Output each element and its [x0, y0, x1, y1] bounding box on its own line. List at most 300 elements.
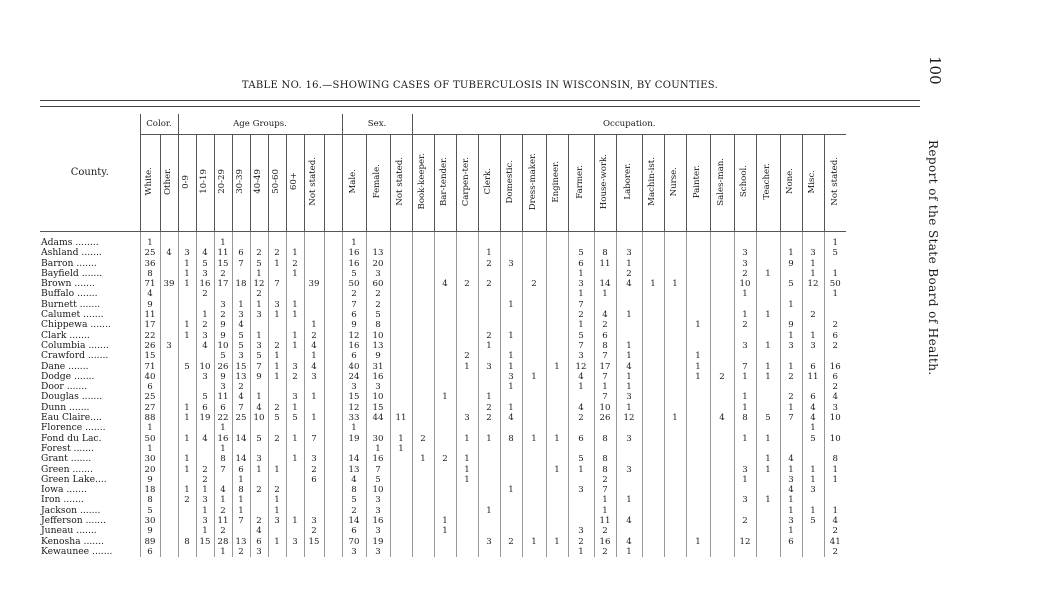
table-cell: 3 — [734, 259, 756, 269]
table-cell: 1 — [664, 279, 686, 289]
table-cell: 1 — [594, 382, 616, 392]
table-cell — [734, 485, 756, 495]
table-cell: 1 — [594, 506, 616, 516]
table-cell — [500, 506, 522, 516]
table-cell: 6 — [342, 351, 366, 361]
table-cell: 11 — [390, 413, 412, 423]
table-cell: 2 — [268, 403, 286, 413]
table-cell — [710, 423, 734, 433]
table-cell — [780, 434, 802, 444]
table-cell — [478, 382, 500, 392]
table-cell — [456, 547, 478, 557]
table-cell: 2 — [304, 331, 324, 341]
table-cell: 1 — [286, 403, 304, 413]
table-cell — [756, 382, 780, 392]
table-cell — [686, 434, 710, 444]
table-cell — [196, 351, 214, 361]
column-header — [160, 135, 178, 232]
table-cell: 8 — [140, 269, 160, 279]
table-cell: 1 — [594, 289, 616, 299]
table-cell: 9 — [342, 320, 366, 330]
table-cell: 2 — [178, 495, 196, 505]
table-cell — [546, 320, 568, 330]
table-cell: 11 — [214, 392, 232, 402]
table-cell — [412, 423, 434, 433]
table-cell — [664, 537, 686, 547]
table-cell: 2 — [286, 259, 304, 269]
table-cell — [196, 423, 214, 433]
table-cell: 7 — [780, 413, 802, 423]
table-cell: 1 — [268, 495, 286, 505]
table-cell — [664, 495, 686, 505]
column-header-label: Carpen-ter. — [461, 156, 472, 207]
table-cell — [304, 506, 324, 516]
table-row — [40, 485, 846, 495]
table-cell — [734, 506, 756, 516]
table-cell — [522, 526, 546, 536]
column-header — [178, 135, 196, 232]
table-cell — [390, 516, 412, 526]
table-cell — [710, 382, 734, 392]
table-cell: 7 — [232, 516, 250, 526]
table-cell — [710, 454, 734, 464]
column-header-label: Clerk. — [483, 168, 494, 195]
table-cell — [642, 341, 664, 351]
table-cell: 4 — [568, 403, 594, 413]
table-row — [40, 454, 846, 464]
table-cell — [642, 434, 664, 444]
table-cell — [456, 320, 478, 330]
table-cell — [686, 331, 710, 341]
table-cell: 1 — [522, 372, 546, 382]
table-cell: 8 — [342, 485, 366, 495]
column-header-label: 40-49 — [253, 169, 264, 194]
table-cell — [232, 289, 250, 299]
table-cell: 8 — [594, 465, 616, 475]
table-cell — [390, 351, 412, 361]
table-cell — [686, 526, 710, 536]
table-cell — [756, 279, 780, 289]
table-cell — [412, 248, 434, 258]
table-cell — [412, 516, 434, 526]
table-cell: 1 — [756, 434, 780, 444]
table-cell — [756, 506, 780, 516]
table-cell — [160, 465, 178, 475]
table-row — [40, 300, 846, 310]
table-cell: 1 — [178, 279, 196, 289]
table-cell: 3 — [616, 248, 642, 258]
table-cell: 1 — [756, 310, 780, 320]
table-cell — [616, 232, 642, 249]
table-cell: 4 — [232, 320, 250, 330]
column-header-label: School. — [739, 165, 750, 198]
column-header-label: 60+ — [289, 172, 300, 191]
table-cell — [546, 382, 568, 392]
table-cell: 1 — [546, 537, 568, 547]
table-cell — [500, 320, 522, 330]
table-cell — [434, 413, 456, 423]
table-cell: 4 — [214, 485, 232, 495]
table-cell — [412, 495, 434, 505]
table-row — [40, 516, 846, 526]
table-cell: 1 — [232, 475, 250, 485]
column-header-label: Painter. — [692, 164, 703, 199]
table-cell — [178, 392, 196, 402]
column-header-label: Other. — [163, 167, 174, 195]
table-cell — [390, 259, 412, 269]
table-cell: 1 — [456, 362, 478, 372]
table-cell — [824, 300, 846, 310]
table-cell — [802, 454, 824, 464]
table-cell: 1 — [390, 444, 412, 454]
table-cell — [616, 289, 642, 299]
table-cell: 10 — [824, 413, 846, 423]
table-cell: 1 — [546, 362, 568, 372]
table-cell — [412, 310, 434, 320]
table-cell — [594, 269, 616, 279]
table-cell — [780, 547, 802, 557]
table-cell: 15 — [342, 392, 366, 402]
table-cell: 40 — [342, 362, 366, 372]
table-cell: 1 — [756, 269, 780, 279]
table-cell: 4 — [342, 475, 366, 485]
table-cell: 1 — [568, 465, 594, 475]
table-cell — [456, 310, 478, 320]
table-cell: 1 — [366, 444, 390, 454]
table-cell: 2 — [478, 413, 500, 423]
table-cell: 2 — [342, 506, 366, 516]
table-cell — [478, 454, 500, 464]
table-cell: 1 — [434, 526, 456, 536]
table-cell: 6 — [196, 403, 214, 413]
table-cell: 9 — [140, 526, 160, 536]
table-cell: 2 — [594, 475, 616, 485]
table-cell: 3 — [286, 392, 304, 402]
table-cell — [734, 423, 756, 433]
column-header — [522, 135, 546, 232]
table-cell: 3 — [616, 465, 642, 475]
table-cell: 5 — [286, 413, 304, 423]
table-cell — [304, 289, 324, 299]
table-cell: 6 — [232, 465, 250, 475]
table-cell: 1 — [780, 403, 802, 413]
table-cell — [412, 506, 434, 516]
table-cell: 1 — [500, 403, 522, 413]
table-cell — [756, 331, 780, 341]
column-header-label: Sales-man. — [716, 157, 727, 206]
table-cell — [456, 444, 478, 454]
column-header — [546, 135, 568, 232]
table-cell — [546, 300, 568, 310]
table-cell — [616, 506, 642, 516]
table-cell: 4 — [250, 526, 268, 536]
table-cell: 16 — [366, 516, 390, 526]
table-cell — [286, 506, 304, 516]
table-cell — [734, 444, 756, 454]
table-cell — [324, 526, 342, 536]
table-cell — [324, 372, 342, 382]
table-cell: 7 — [304, 434, 324, 444]
table-cell — [456, 516, 478, 526]
table-cell: 13 — [232, 537, 250, 547]
table-cell: 15 — [304, 537, 324, 547]
table-cell: 16 — [196, 279, 214, 289]
table-cell — [178, 516, 196, 526]
table-cell: 2 — [710, 372, 734, 382]
table-cell — [412, 465, 434, 475]
table-cell: 1 — [456, 475, 478, 485]
table-cell — [756, 423, 780, 433]
table-cell — [642, 526, 664, 536]
table-cell: 2 — [434, 454, 456, 464]
table-title: TABLE NO. 16.—SHOWING CASES OF TUBERCULOSIS IN WISCONSIN, BY COUNTIES. — [241, 80, 719, 91]
page-number: 100 — [926, 56, 944, 85]
table-cell — [434, 269, 456, 279]
table-cell: 10 — [214, 341, 232, 351]
table-cell: 1 — [286, 300, 304, 310]
table-cell: 3 — [616, 392, 642, 402]
table-cell — [412, 485, 434, 495]
table-cell — [756, 351, 780, 361]
table-cell — [546, 413, 568, 423]
table-cell: 2 — [616, 269, 642, 279]
column-header — [232, 135, 250, 232]
table-cell — [390, 372, 412, 382]
table-cell — [456, 485, 478, 495]
table-cell — [304, 423, 324, 433]
table-cell — [324, 403, 342, 413]
table-cell: 88 — [140, 413, 160, 423]
table-cell: 4 — [824, 392, 846, 402]
table-cell: 9 — [214, 372, 232, 382]
table-cell: 1 — [756, 362, 780, 372]
table-cell — [802, 526, 824, 536]
table-cell: 13 — [366, 341, 390, 351]
table-cell — [434, 320, 456, 330]
table-cell: 4 — [802, 403, 824, 413]
table-cell: 3 — [366, 526, 390, 536]
table-cell: 2 — [232, 547, 250, 557]
table-cell — [196, 547, 214, 557]
table-cell: 2 — [824, 320, 846, 330]
table-cell: 3 — [250, 454, 268, 464]
table-cell — [546, 269, 568, 279]
table-cell — [780, 382, 802, 392]
table-cell: 7 — [594, 351, 616, 361]
table-cell — [268, 331, 286, 341]
table-cell: 2 — [478, 403, 500, 413]
column-header — [500, 135, 522, 232]
table-row — [40, 382, 846, 392]
table-cell: 1 — [456, 434, 478, 444]
county-name: Buffalo ....... — [41, 289, 98, 300]
table-cell — [412, 259, 434, 269]
table-cell: 2 — [568, 310, 594, 320]
column-header-label: Farmer. — [575, 164, 586, 199]
column-header-label: Bar-tender. — [439, 156, 450, 206]
table-cell: 3 — [802, 485, 824, 495]
table-cell — [664, 300, 686, 310]
table-cell: 1 — [232, 506, 250, 516]
table-cell — [456, 300, 478, 310]
table-cell — [304, 310, 324, 320]
table-cell — [546, 310, 568, 320]
table-cell: 5 — [250, 434, 268, 444]
table-cell: 8 — [594, 434, 616, 444]
table-cell — [710, 362, 734, 372]
table-cell — [390, 279, 412, 289]
table-cell — [686, 454, 710, 464]
table-cell: 7 — [734, 362, 756, 372]
table-cell — [664, 454, 686, 464]
table-cell — [710, 516, 734, 526]
table-cell: 3 — [478, 362, 500, 372]
table-cell: 2 — [594, 547, 616, 557]
table-cell: 2 — [734, 320, 756, 330]
table-cell: 5 — [802, 434, 824, 444]
table-cell — [642, 537, 664, 547]
table-cell — [390, 506, 412, 516]
table-cell: 5 — [214, 351, 232, 361]
table-cell — [522, 516, 546, 526]
table-cell: 11 — [594, 516, 616, 526]
county-name: Crawford ....... — [41, 351, 109, 362]
table-row — [40, 269, 846, 279]
table-cell: 4 — [616, 516, 642, 526]
group-header: Sex. — [342, 114, 412, 135]
table-row — [40, 444, 846, 454]
county-name: Bayfield ....... — [41, 268, 103, 279]
table-cell: 2 — [412, 434, 434, 444]
table-cell — [434, 495, 456, 505]
table-cell: 89 — [140, 537, 160, 547]
table-cell — [178, 526, 196, 536]
table-cell — [196, 300, 214, 310]
county-name: Dodge ....... — [41, 371, 95, 382]
table-cell — [546, 392, 568, 402]
table-cell — [802, 382, 824, 392]
county-name: Chippewa ....... — [41, 320, 111, 331]
table-cell — [642, 413, 664, 423]
table-cell: 4 — [616, 537, 642, 547]
table-cell: 4 — [780, 454, 802, 464]
column-header — [664, 135, 686, 232]
table-cell — [412, 392, 434, 402]
table-cell: 8 — [500, 434, 522, 444]
table-cell — [160, 454, 178, 464]
table-cell: 12 — [342, 403, 366, 413]
top-rule-inner — [40, 106, 920, 107]
table-cell: 1 — [500, 331, 522, 341]
table-cell — [664, 259, 686, 269]
table-cell: 5 — [366, 310, 390, 320]
table-cell: 7 — [366, 465, 390, 475]
table-cell: 6 — [568, 434, 594, 444]
table-cell: 3 — [196, 372, 214, 382]
table-cell: 2 — [478, 279, 500, 289]
table-cell — [390, 495, 412, 505]
table-cell — [780, 269, 802, 279]
table-cell — [456, 537, 478, 547]
table-cell: 2 — [456, 279, 478, 289]
table-row — [40, 392, 846, 402]
table-cell — [664, 248, 686, 258]
table-cell: 19 — [366, 537, 390, 547]
table-cell — [214, 475, 232, 485]
table-cell: 8 — [178, 537, 196, 547]
table-cell — [710, 248, 734, 258]
table-cell — [734, 351, 756, 361]
table-cell — [160, 372, 178, 382]
table-cell — [478, 516, 500, 526]
table-cell — [686, 403, 710, 413]
table-cell: 2 — [268, 341, 286, 351]
table-cell — [268, 320, 286, 330]
table-cell: 3 — [196, 495, 214, 505]
table-cell: 3 — [734, 341, 756, 351]
table-cell — [616, 454, 642, 464]
table-cell: 50 — [824, 279, 846, 289]
table-cell — [756, 485, 780, 495]
table-cell: 2 — [268, 248, 286, 258]
table-cell: 1 — [756, 495, 780, 505]
table-cell: 16 — [342, 341, 366, 351]
table-cell — [500, 526, 522, 536]
table-cell: 3 — [456, 413, 478, 423]
table-cell — [824, 259, 846, 269]
table-cell — [342, 444, 366, 454]
table-cell: 2 — [196, 289, 214, 299]
table-cell — [304, 382, 324, 392]
table-cell — [664, 289, 686, 299]
table-cell: 1 — [268, 351, 286, 361]
table-cell — [546, 279, 568, 289]
table-cell — [324, 465, 342, 475]
table-cell — [616, 320, 642, 330]
table-cell — [390, 362, 412, 372]
table-cell: 1 — [268, 372, 286, 382]
table-cell — [642, 269, 664, 279]
table-cell — [324, 434, 342, 444]
table-cell: 25 — [140, 248, 160, 258]
table-cell — [304, 547, 324, 557]
table-cell: 1 — [802, 423, 824, 433]
table-cell — [664, 320, 686, 330]
table-cell: 1 — [734, 310, 756, 320]
table-cell: 1 — [780, 362, 802, 372]
table-cell — [178, 506, 196, 516]
table-cell: 1 — [286, 341, 304, 351]
table-cell: 9 — [780, 259, 802, 269]
table-cell — [324, 392, 342, 402]
table-row — [40, 423, 846, 433]
table-row — [40, 506, 846, 516]
table-cell: 15 — [366, 403, 390, 413]
table-cell: 1 — [780, 465, 802, 475]
table-cell — [756, 444, 780, 454]
column-header-label: Female. — [372, 164, 383, 199]
table-cell — [434, 485, 456, 495]
table-cell: 36 — [140, 259, 160, 269]
table-cell — [734, 454, 756, 464]
table-cell — [780, 289, 802, 299]
table-cell: 1 — [616, 547, 642, 557]
table-cell — [160, 495, 178, 505]
table-cell: 2 — [250, 516, 268, 526]
table-cell — [324, 341, 342, 351]
table-cell: 1 — [616, 310, 642, 320]
column-header — [434, 135, 456, 232]
